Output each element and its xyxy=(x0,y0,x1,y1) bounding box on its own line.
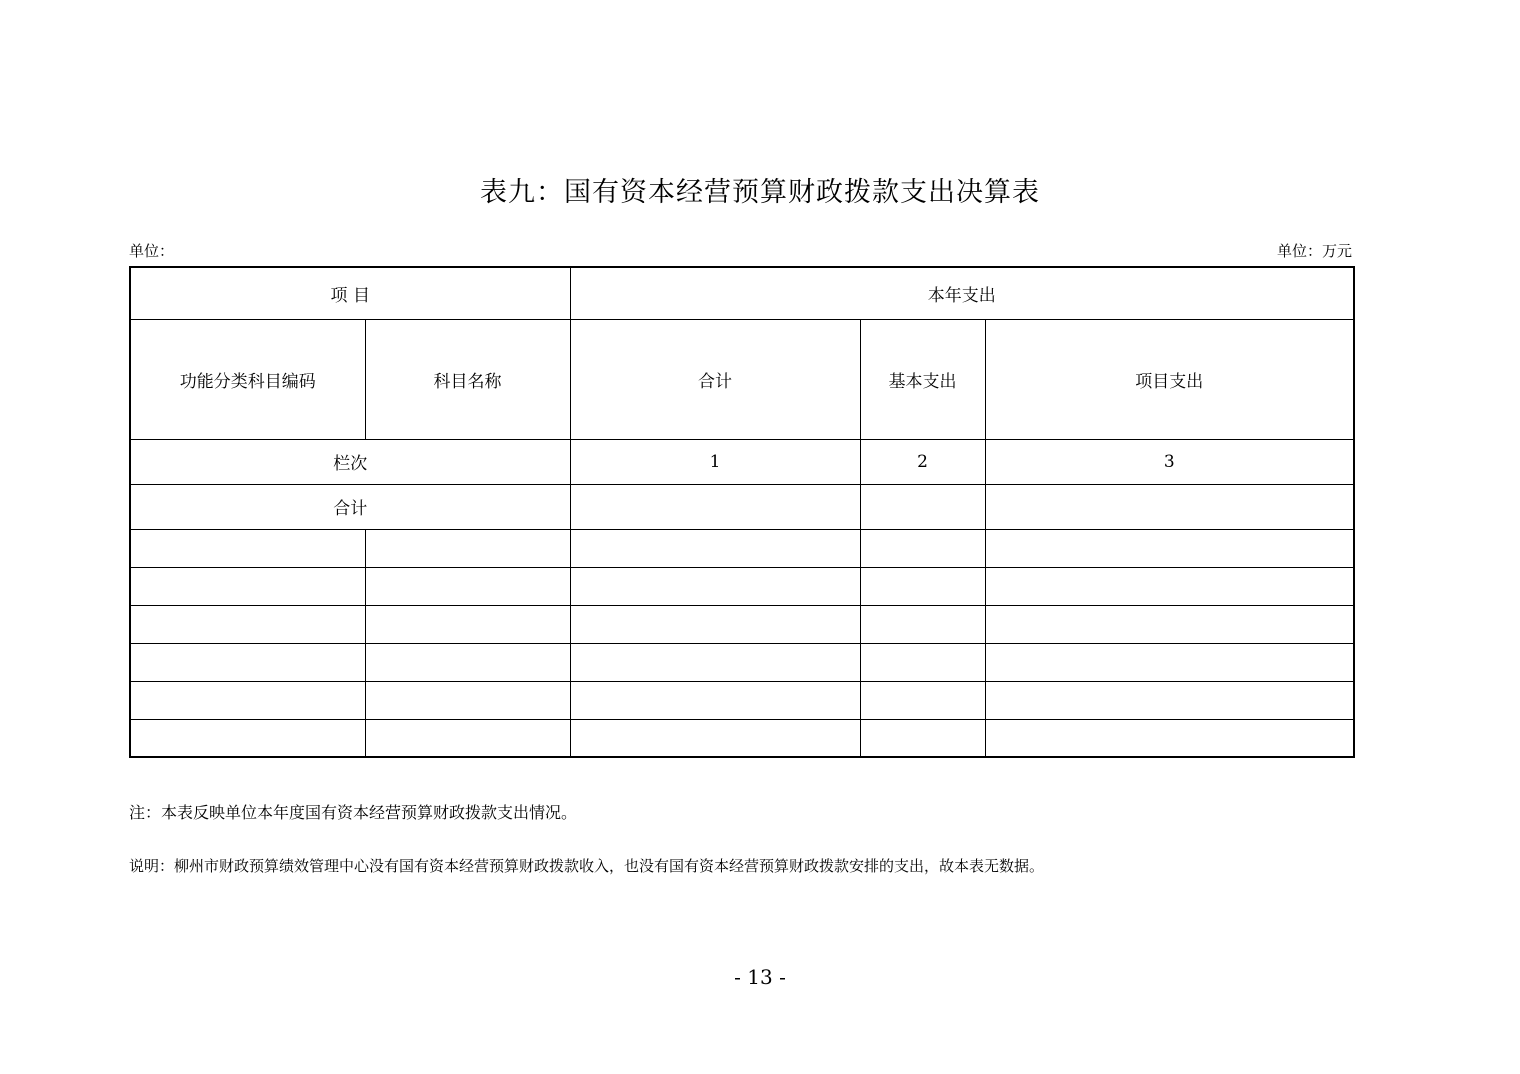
cell-subject-name xyxy=(365,605,570,643)
table-row xyxy=(130,643,1354,681)
header-current-year-group: 本年支出 xyxy=(570,267,1354,319)
table-total-row xyxy=(130,484,1354,529)
table-column-header-row xyxy=(130,319,1354,439)
table-note: 注：本表反映单位本年度国有资本经营预算财政拨款支出情况。 xyxy=(129,803,578,822)
cell-project-expenditure xyxy=(985,681,1354,719)
table-row xyxy=(130,719,1354,757)
cell-total xyxy=(570,643,860,681)
header-basic-expenditure: 基本支出 xyxy=(860,319,985,439)
cell-subject-name xyxy=(365,529,570,567)
cell-function-code xyxy=(130,719,365,757)
column-index-2: 2 xyxy=(860,439,985,484)
column-index-3: 3 xyxy=(985,439,1354,484)
table-row xyxy=(130,681,1354,719)
table-explanation: 说明：柳州市财政预算绩效管理中心没有国有资本经营预算财政拨款收入，也没有国有资本经营预算财政拨款安排的支出，故本表无数据。 xyxy=(129,857,1045,875)
total-row-basic xyxy=(860,484,985,529)
column-index-1: 1 xyxy=(570,439,860,484)
table-column-index-row xyxy=(130,439,1354,484)
table-row xyxy=(130,605,1354,643)
cell-function-code xyxy=(130,681,365,719)
cell-project-expenditure xyxy=(985,643,1354,681)
cell-project-expenditure xyxy=(985,529,1354,567)
page-title: 表九：国有资本经营预算财政拨款支出决算表 xyxy=(480,177,1040,208)
total-row-total xyxy=(570,484,860,529)
header-function-code: 功能分类科目编码 xyxy=(130,319,365,439)
cell-project-expenditure xyxy=(985,605,1354,643)
cell-subject-name xyxy=(365,643,570,681)
cell-subject-name xyxy=(365,681,570,719)
cell-basic-expenditure xyxy=(860,605,985,643)
cell-function-code xyxy=(130,643,365,681)
cell-total xyxy=(570,567,860,605)
cell-function-code xyxy=(130,605,365,643)
cell-total xyxy=(570,681,860,719)
cell-function-code xyxy=(130,529,365,567)
header-total: 合计 xyxy=(570,319,860,439)
header-subject-name: 科目名称 xyxy=(365,319,570,439)
page-number: - 13 - xyxy=(734,965,786,989)
cell-total xyxy=(570,719,860,757)
cell-basic-expenditure xyxy=(860,567,985,605)
cell-subject-name xyxy=(365,567,570,605)
table-row xyxy=(130,529,1354,567)
unit-left-label: 单位： xyxy=(129,242,175,260)
column-index-label: 栏次 xyxy=(130,439,570,484)
cell-project-expenditure xyxy=(985,719,1354,757)
cell-project-expenditure xyxy=(985,567,1354,605)
cell-total xyxy=(570,605,860,643)
expenditure-table xyxy=(129,266,1355,758)
cell-basic-expenditure xyxy=(860,529,985,567)
cell-function-code xyxy=(130,567,365,605)
header-project-expenditure: 项目支出 xyxy=(985,319,1354,439)
total-row-label: 合计 xyxy=(130,484,570,529)
unit-right-label: 单位：万元 xyxy=(1276,242,1352,260)
cell-basic-expenditure xyxy=(860,643,985,681)
table-row xyxy=(130,567,1354,605)
cell-subject-name xyxy=(365,719,570,757)
cell-total xyxy=(570,529,860,567)
total-row-project xyxy=(985,484,1354,529)
header-item-group: 项 目 xyxy=(130,267,570,319)
table-group-header-row xyxy=(130,267,1354,319)
cell-basic-expenditure xyxy=(860,681,985,719)
cell-basic-expenditure xyxy=(860,719,985,757)
